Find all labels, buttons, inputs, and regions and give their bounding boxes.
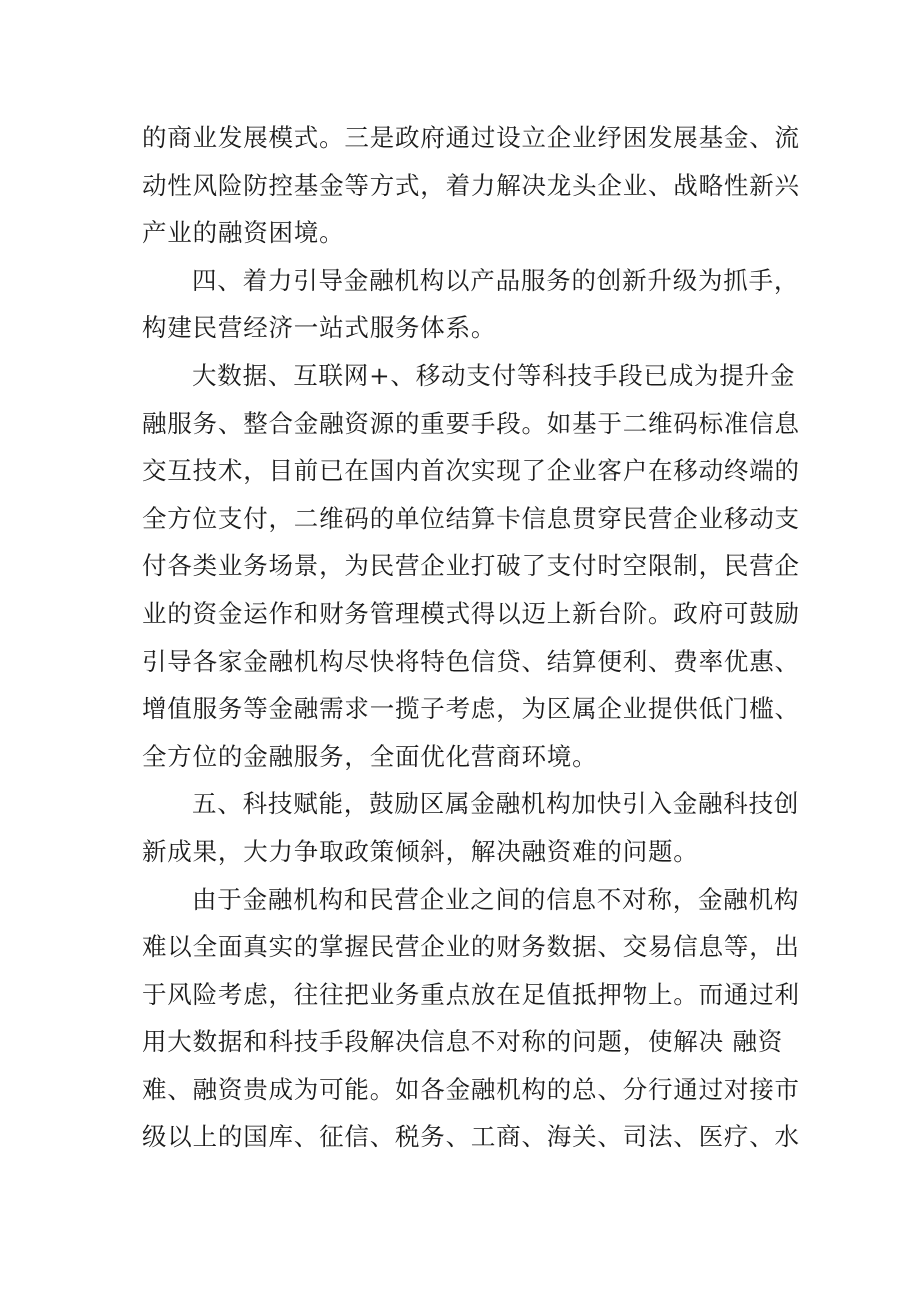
text-line: 付各类业务场景，为民营企业打破了支付时空限制，民营企	[142, 551, 800, 581]
text-line: 的商业发展模式。三是政府通过设立企业纾困发展基金、流	[142, 123, 800, 152]
text-line: 构建民营经济一站式服务体系。	[142, 313, 497, 343]
text-line: 全方位的金融服务，全面优化营商环境。	[142, 741, 598, 771]
paragraph-5	[142, 876, 800, 1162]
text-line: 五、科技赋能，鼓励区属金融机构加快引入金融科技创	[192, 789, 800, 819]
text-line: 融服务、整合金融资源的重要手段。如基于二维码标准信息	[142, 408, 800, 438]
paragraph-3	[142, 352, 800, 780]
text-line: 全方位支付，二维码的单位结算卡信息贯穿民营企业移动支	[142, 503, 800, 533]
text-line: 难以全面真实的掌握民营企业的财务数据、交易信息等，出	[142, 932, 800, 962]
text-line: 级以上的国库、征信、税务、工商、海关、司法、医疗、水	[142, 1122, 800, 1152]
text-line: 四、着力引导金融机构以产品服务的创新升级为抓手，	[192, 265, 800, 295]
text-line: 难、融资贵成为可能。如各金融机构的总、分行通过对接市	[142, 1074, 800, 1104]
text-line: 大数据、互联网+、移动支付等科技手段已成为提升金	[192, 360, 796, 390]
paragraph-4-heading	[142, 780, 800, 875]
text-line: 业的资金运作和财务管理模式得以迈上新台阶。政府可鼓励	[142, 598, 800, 628]
text-line: 用大数据和科技手段解决信息不对称的问题，使解决 融资	[142, 1027, 784, 1057]
body-text	[142, 114, 800, 1161]
text-line: 动性风险防控基金等方式，着力解决龙头企业、战略性新兴	[142, 170, 800, 200]
paragraph-1	[142, 114, 800, 257]
text-line: 增值服务等金融需求一揽子考虑，为区属企业提供低门槛、	[142, 694, 800, 724]
text-line: 产业的融资困境。	[142, 218, 345, 248]
text-line: 新成果，大力争取政策倾斜，解决融资难的问题。	[142, 836, 699, 866]
text-line: 由于金融机构和民营企业之间的信息不对称，金融机构	[192, 884, 800, 914]
text-line: 交互技术，目前已在国内首次实现了企业客户在移动终端的	[142, 456, 800, 486]
paragraph-2-heading	[142, 257, 800, 352]
text-line: 引导各家金融机构尽快将特色信贷、结算便利、费率优惠、	[142, 646, 800, 676]
text-line: 于风险考虑，往往把业务重点放在足值抵押物上。而通过利	[142, 979, 800, 1009]
